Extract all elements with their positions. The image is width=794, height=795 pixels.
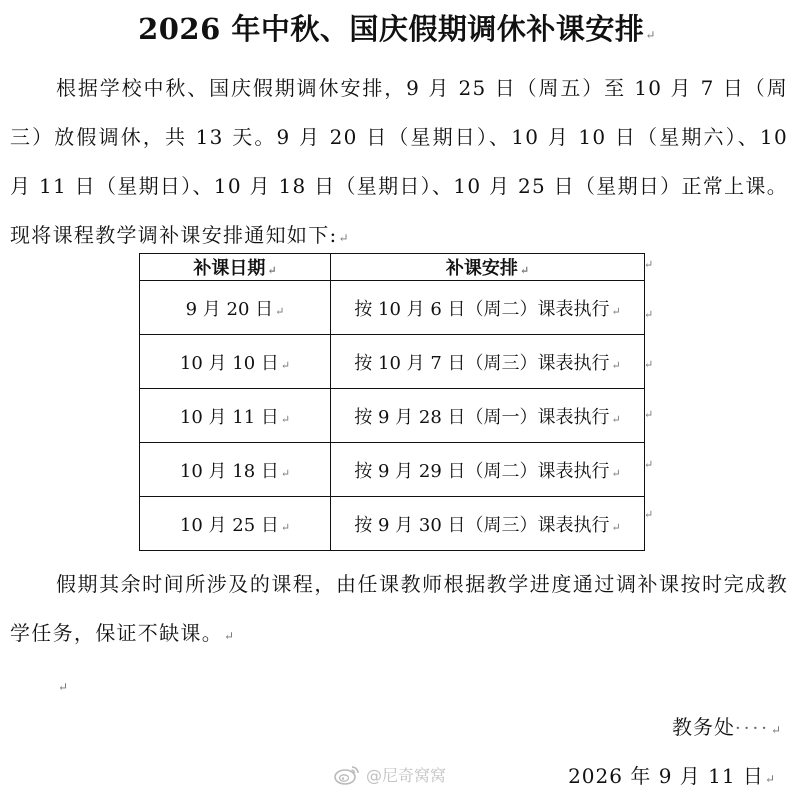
cell-mark-icon: ↵ [280,358,291,372]
makeup-date-cell: 10 月 18 日 ↵ [140,443,331,497]
row-end-mark-icon: ↵ [644,358,654,371]
office-dots: ···· [735,718,770,739]
paragraph-mark-icon: ↵ [224,629,236,643]
issuing-office [672,713,782,744]
issue-date [568,762,776,793]
makeup-date-cell: 10 月 10 日 ↵ [140,335,331,389]
closing-text: 假期其余时间所涉及的课程，由任课教师根据教学进度通过调补课按时完成教学任务，保证不缺课。 [10,572,788,645]
paragraph-mark-icon: ↵ [645,28,656,42]
empty-paragraph-mark-icon: ↵ [58,680,69,694]
intro-paragraph [10,64,788,263]
watermark [334,763,446,786]
row-end-mark-icon: ↵ [644,508,654,521]
weibo-icon [334,764,360,786]
makeup-plan-cell: 按 9 月 28 日（周一）课表执行 ↵ [331,389,645,443]
cell-mark-icon: ↵ [611,520,621,534]
title-text: 2026 年中秋、国庆假期调休补课安排 [138,12,645,46]
intro-text: 根据学校中秋、国庆假期调休安排，9 月 25 日（周五）至 10 月 7 日（周三）放假调休，共 13 天。9 月 20 日（星期日）、10 月 10 日（星期六）、10 月 11 日（星期日）、10 月 18 日（星期日）、10 月 25 日（星期日）正常上课。现将课程教学调补课安排通知如下: [10,76,788,247]
watermark-text: @尼奇窝窝 [366,766,447,785]
makeup-plan-cell: 按 9 月 30 日（周三）课表执行 ↵ [331,497,645,551]
row-end-mark-icon: ↵ [644,308,654,321]
paragraph-mark-icon: ↵ [338,231,350,245]
cell-mark-icon: ↵ [611,304,621,318]
header-plan: 补课安排 ↵ [331,254,645,281]
header-date: 补课日期 ↵ [140,254,331,281]
cell-mark-icon: ↵ [611,412,621,426]
makeup-plan-cell: 按 10 月 6 日（周二）课表执行 ↵ [331,281,645,335]
makeup-date-cell: 10 月 25 日 ↵ [140,497,331,551]
table-row [140,335,645,389]
schedule-table-container [139,253,644,551]
issue-date-text: 2026 年 9 月 11 日 [568,764,764,788]
cell-mark-icon: ↵ [280,412,291,426]
makeup-date-cell: 10 月 11 日 ↵ [140,389,331,443]
row-end-mark-icon: ↵ [644,408,654,421]
cell-mark-icon: ↵ [275,304,285,318]
table-row [140,443,645,497]
cell-mark-icon: ↵ [519,264,530,277]
paragraph-mark-icon: ↵ [764,772,776,786]
cell-mark-icon: ↵ [280,520,291,534]
closing-paragraph [10,560,788,661]
table-row [140,497,645,551]
table-row [140,389,645,443]
cell-mark-icon: ↵ [267,264,277,277]
makeup-date-cell: 9 月 20 日 ↵ [140,281,331,335]
table-header-row [140,254,645,281]
cell-mark-icon: ↵ [611,466,621,480]
makeup-plan-cell: 按 9 月 29 日（周二）课表执行 ↵ [331,443,645,497]
office-name: 教务处 [672,715,736,739]
row-end-mark-icon: ↵ [644,258,654,271]
document-title [0,12,794,52]
paragraph-mark-icon: ↵ [770,723,782,737]
cell-mark-icon: ↵ [611,358,621,372]
schedule-table [139,253,645,551]
row-end-mark-icon: ↵ [644,458,654,471]
cell-mark-icon: ↵ [280,466,291,480]
table-row [140,281,645,335]
makeup-plan-cell: 按 10 月 7 日（周三）课表执行 ↵ [331,335,645,389]
